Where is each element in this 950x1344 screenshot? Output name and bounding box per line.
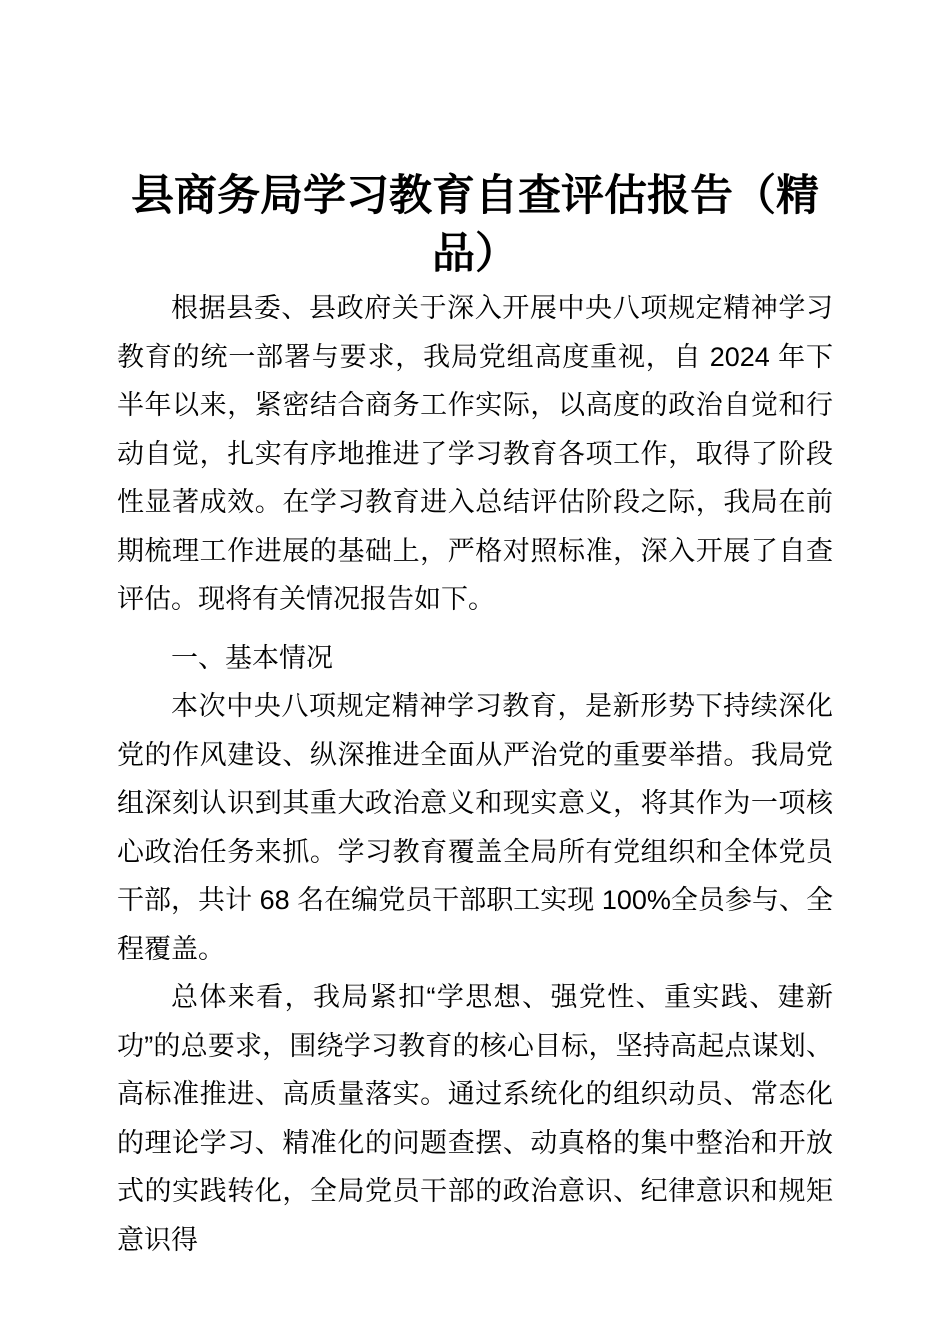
paragraph: 本次中央八项规定精神学习教育，是新形势下持续深化党的作风建设、纵深推进全面从严治党的重要举措。我局党组深刻认识到其重大政治意义和现实意义，将其作为一项核心政治任务来抓。学习教育覆盖全局所有党组织和全体党员干部，共计 68 名在编党员干部职工实现 100%全员参与、全程覆盖。	[117, 691, 833, 964]
document-title: 县商务局学习教育自查评估报告（精品）	[131, 173, 819, 278]
paragraph: 根据县委、县政府关于深入开展中央八项规定精神学习教育的统一部署与要求，我局党组高度重视，自 2024 年下半年以来，紧密结合商务工作实际，以高度的政治自觉和行动自觉，扎实有序地推进了学习教育各项工作，取得了阶段性显著成效。在学习教育进入总结评估阶段之际，我局在前期梳理工作进展的基础上，严格对照标准，深入开展了自查评估。现将有关情况报告如下。	[117, 293, 833, 614]
paragraph: 总体来看，我局紧扣“学思想、强党性、重实践、建新功”的总要求，围绕学习教育的核心目标，坚持高起点谋划、高标准推进、高质量落实。通过系统化的组织动员、常态化的理论学习、精准化的问题查摆、动真格的集中整治和开放式的实践转化，全局党员干部的政治意识、纪律意识和规矩意识得	[117, 982, 833, 1255]
document-body	[117, 284, 833, 1264]
section-heading: 一、基本情况	[171, 642, 333, 673]
